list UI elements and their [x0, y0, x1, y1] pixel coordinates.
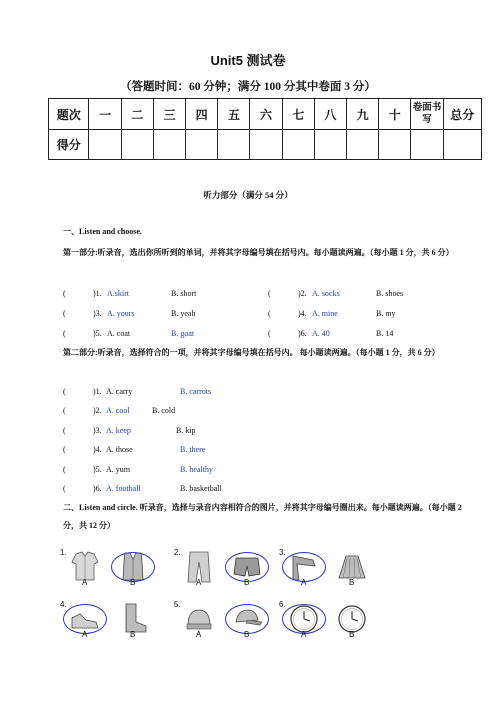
option-a: A. carry — [106, 387, 133, 396]
option-a: A. cool — [106, 406, 130, 415]
option-letter-b: B — [349, 630, 355, 639]
option-b: B. there — [180, 445, 206, 454]
item-number: )5. — [93, 329, 102, 338]
answer-paren[interactable]: ( — [63, 406, 66, 415]
item-number: )4. — [298, 309, 307, 318]
score-header-cell: 九 — [346, 99, 378, 130]
item-number: )6. — [298, 329, 307, 338]
option-letter-b: B — [130, 630, 136, 639]
option-a: A. mine — [312, 309, 338, 318]
item-number: )2. — [93, 406, 102, 415]
score-cell[interactable] — [379, 130, 411, 160]
score-cell[interactable] — [282, 130, 314, 160]
option-letter-a: A — [196, 630, 202, 639]
answer-paren[interactable]: ( — [63, 484, 66, 493]
option-b: B. healthy — [180, 465, 213, 474]
score-row-label: 得分 — [49, 130, 89, 160]
score-header-cell: 五 — [218, 99, 250, 130]
score-header-cell: 七 — [282, 99, 314, 130]
answer-paren[interactable]: ( — [268, 289, 271, 298]
score-cell[interactable] — [121, 130, 153, 160]
score-cell[interactable] — [411, 130, 443, 160]
answer-paren[interactable]: ( — [63, 445, 66, 454]
score-table-header-row — [49, 99, 482, 130]
item-number: )1. — [93, 289, 102, 298]
option-b: B. goat — [171, 329, 195, 338]
option-b: B. 14 — [376, 329, 394, 338]
answer-paren[interactable]: ( — [63, 309, 66, 318]
option-a: A. socks — [312, 289, 340, 298]
option-b: B. kip — [176, 426, 196, 435]
option-a: A.skirt — [107, 289, 129, 298]
score-cell[interactable] — [314, 130, 346, 160]
item-number: )2. — [298, 289, 307, 298]
score-cell[interactable] — [443, 130, 481, 160]
score-table — [48, 98, 482, 160]
answer-paren[interactable]: ( — [63, 289, 66, 298]
answer-paren[interactable]: ( — [63, 387, 66, 396]
picture-group-number: 2. — [174, 548, 181, 557]
option-letter-b: B — [244, 578, 250, 587]
score-cell[interactable] — [346, 130, 378, 160]
option-letter-a: A — [82, 630, 88, 639]
picture-group-number: 1. — [60, 548, 67, 557]
option-a: A. keep — [106, 426, 131, 435]
score-cell[interactable] — [218, 130, 250, 160]
score-header-cell: 一 — [89, 99, 121, 130]
part2-heading: 二、Listen and circle. 听录音，选择与录音内容相符合的图片，并将其字母编号圈出来。每小题读两遍。（每小题 2 分，共 12 分） — [63, 503, 462, 530]
option-a: A. yum — [106, 465, 130, 474]
option-b: B. yeah — [171, 309, 196, 318]
option-letter-b: B — [244, 630, 250, 639]
score-header-cell: 题次 — [49, 99, 89, 130]
score-header-cell: 八 — [314, 99, 346, 130]
score-header-cell: 六 — [250, 99, 282, 130]
score-header-cell: 二 — [121, 99, 153, 130]
option-a: A. 40 — [312, 329, 330, 338]
option-b: B. cold — [152, 406, 176, 415]
option-letter-a: A — [301, 630, 307, 639]
score-header-cell: 四 — [186, 99, 218, 130]
option-b: B. carrots — [180, 387, 212, 396]
score-cell[interactable] — [186, 130, 218, 160]
option-a: A. coat — [107, 329, 131, 338]
option-a: A. yours — [107, 309, 135, 318]
item-number: )4. — [93, 445, 102, 454]
page-subtitle: （答题时间：60 分钟；满分 100 分其中卷面 3 分） — [120, 81, 376, 93]
picture-group-number: 3. — [279, 548, 286, 557]
item-number: )5. — [93, 465, 102, 474]
item-number: )3. — [93, 309, 102, 318]
score-header-cell: 卷面书写 — [411, 99, 443, 130]
answer-paren[interactable]: ( — [268, 309, 271, 318]
answer-paren[interactable]: ( — [63, 426, 66, 435]
option-b: B. basketball — [180, 484, 222, 493]
item-number: )6. — [93, 484, 102, 493]
score-header-cell: 十 — [379, 99, 411, 130]
picture-group-number: 4. — [60, 600, 67, 609]
page-title: Unit5 测试卷 — [210, 53, 286, 68]
picture-group-number: 5. — [174, 600, 181, 609]
score-cell[interactable] — [250, 130, 282, 160]
option-letter-b: B — [349, 578, 355, 587]
option-letter-a: A — [196, 578, 202, 587]
part1-sub1-instruction: 第一部分:听录音，选出你所听到的单词，并将其字母编号填在括号内。每小题读两遍。（每小题 1 分，共 6 分） — [63, 248, 454, 257]
option-b: B. my — [376, 309, 396, 318]
score-header-cell: 总分 — [443, 99, 481, 130]
item-number: )1. — [93, 387, 102, 396]
answer-paren[interactable]: ( — [63, 465, 66, 474]
option-letter-a: A — [301, 578, 307, 587]
score-header-cell: 三 — [153, 99, 185, 130]
score-cell[interactable] — [153, 130, 185, 160]
option-b: B. shoes — [376, 289, 404, 298]
option-a: A. those — [106, 445, 133, 454]
section-heading: 听力部分（满分 54 分） — [203, 190, 293, 200]
item-number: )3. — [93, 426, 102, 435]
score-table-score-row — [49, 130, 482, 160]
score-cell[interactable] — [89, 130, 121, 160]
answer-paren[interactable]: ( — [63, 329, 66, 338]
option-a: A. football — [106, 484, 141, 493]
option-b: B. short — [171, 289, 197, 298]
picture-group-number: 6. — [279, 600, 286, 609]
option-letter-b: B — [130, 578, 136, 587]
answer-paren[interactable]: ( — [268, 329, 271, 338]
part1-heading: 一、Listen and choose. — [63, 227, 142, 236]
option-letter-a: A — [82, 578, 88, 587]
part1-sub2-instruction: 第二部分:听录音，选择符合的一项，并将其字母编号填在括号内。 每小题读两遍。（每小题 1 分，共 6 分） — [63, 348, 440, 357]
